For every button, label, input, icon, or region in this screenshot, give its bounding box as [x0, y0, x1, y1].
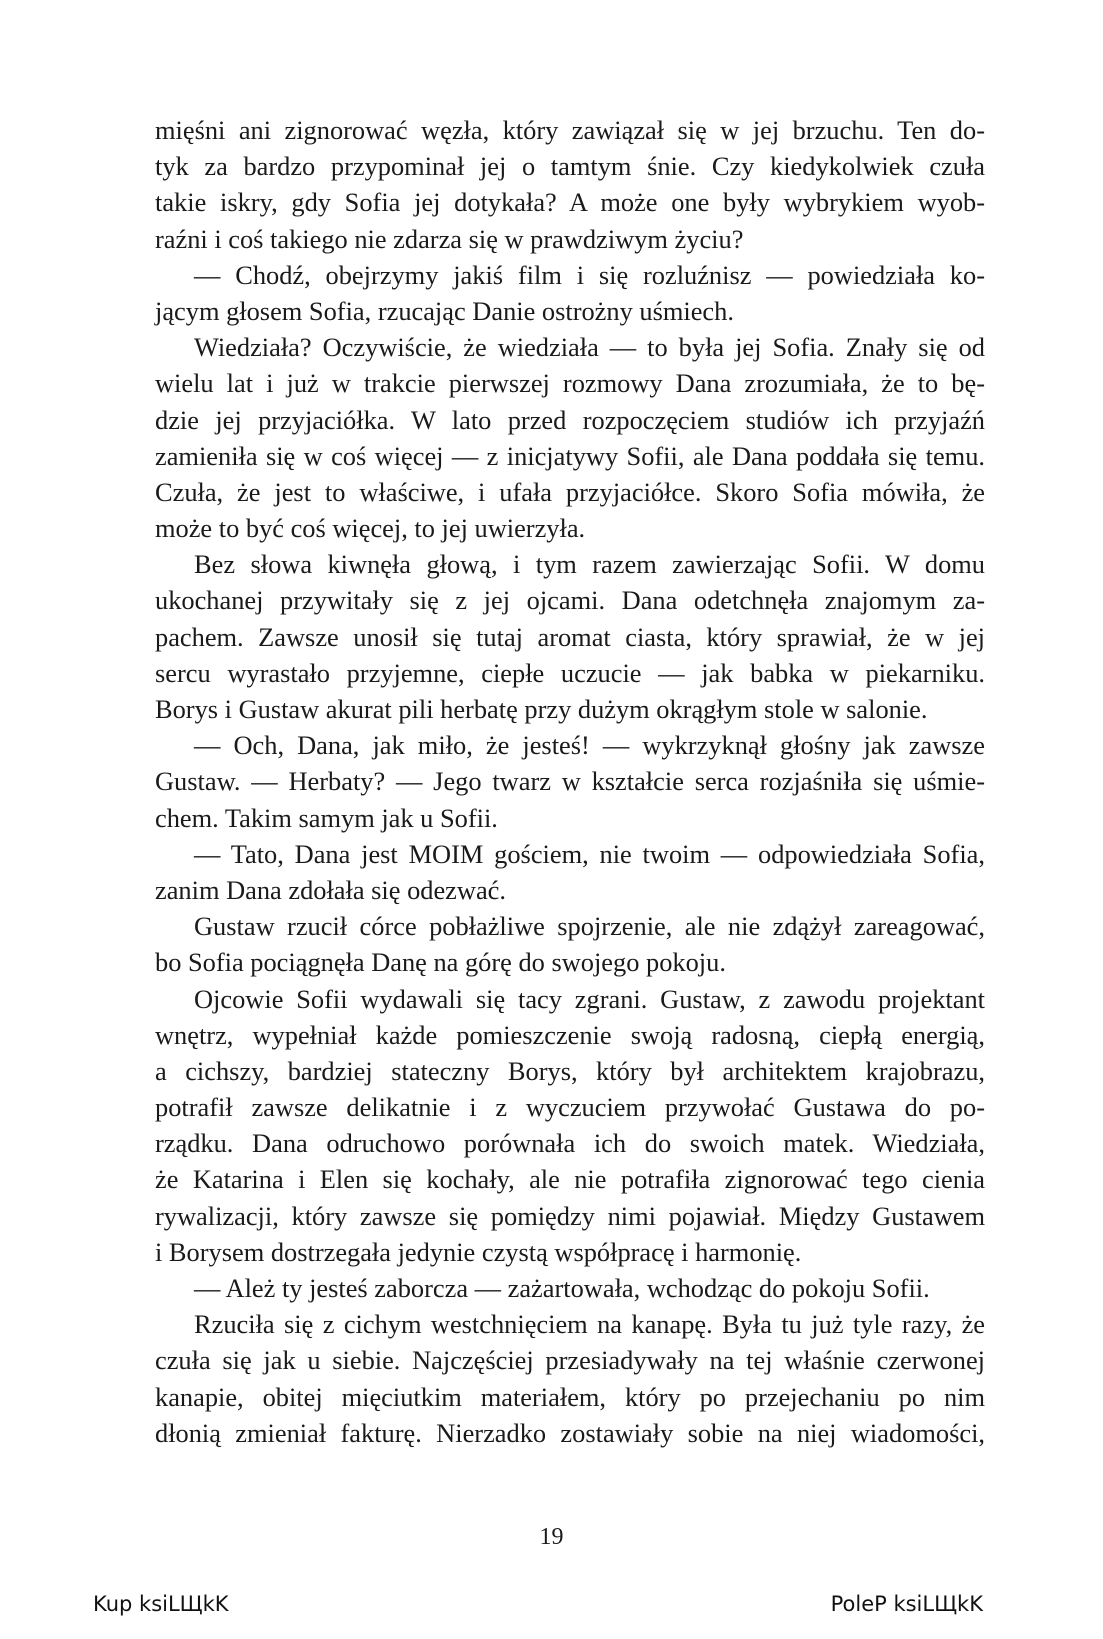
text-line: chem. Takim samym jak u Sofii. [155, 802, 498, 833]
text-line: — Och, Dana, jak miło, że jesteś! — wykrzyknął głośny jak zawsze [194, 730, 985, 761]
text-line: Ojcowie Sofii wydawali się tacy zgrani. Gustaw, z zawodu projektant [194, 983, 985, 1014]
text-line: a cichszy, bardziej stateczny Borys, który był architektem krajobrazu, [155, 1055, 985, 1086]
text-line: bo Sofia pociągnęła Danę na górę do swojego pokoju. [155, 947, 726, 978]
text-line: rywalizacji, który zawsze się pomiędzy nimi pojawiał. Między Gustawem [155, 1200, 985, 1231]
text-line: Bez słowa kiwnęła głową, i tym razem zawierzając Sofii. W domu [194, 549, 985, 580]
text-line: Rzuciła się z cichym westchnięciem na kanapę. Była tu już tyle razy, że [194, 1309, 985, 1340]
text-line: Wiedziała? Oczywiście, że wiedziała — to była jej Sofia. Znały się od [194, 332, 985, 363]
text-line: że Katarina i Elen się kochały, ale nie potrafiła zignorować tego cienia [155, 1164, 985, 1195]
text-line: takie iskry, gdy Sofia jej dotykała? A może one były wybrykiem wyob- [155, 187, 985, 218]
text-line: ukochanej przywitały się z jej ojcami. Dana odetchnęła znajomym za- [155, 585, 985, 616]
text-line: wielu lat i już w trakcie pierwszej rozmowy Dana zrozumiała, że to bę- [155, 368, 985, 399]
text-line: Borys i Gustaw akurat pili herbatę przy dużym okrągłym stole w salonie. [155, 694, 928, 724]
buy-book-link[interactable]: Kup ksiLЩkK [93, 1592, 229, 1616]
text-line: Czuła, że jest to właściwe, i ufała przyjaciółce. Skoro Sofia mówiła, że [155, 476, 985, 507]
text-line: — Chodź, obejrzymy jakiś film i się rozluźnisz — powiedziała ko- [194, 259, 985, 290]
text-line: tyk za bardzo przypominał jej o tamtym śnie. Czy kiedykolwiek czuła [155, 151, 985, 182]
text-line: mięśni ani zignorować węzła, który zawiązał się w jej brzuchu. Ten do- [155, 115, 985, 145]
text-line: czuła się jak u siebie. Najczęściej przesiadywały na tej właśnie czerwonej [155, 1345, 985, 1376]
text-line: rządku. Dana odruchowo porównała ich do swoich matek. Wiedziała, [155, 1128, 985, 1159]
page-number: 19 [539, 1524, 564, 1550]
text-line: potrafił zawsze delikatnie i z wyczuciem przywołać Gustawa do po- [155, 1092, 985, 1123]
text-line: Gustaw. — Herbaty? — Jego twarz w kształcie serca rozjaśniła się uśmie- [155, 766, 985, 797]
text-line: kanapie, obitej mięciutkim materiałem, który po przejechaniu po nim [155, 1381, 985, 1412]
text-line: — Tato, Dana jest MOIM gościem, nie twoim — odpowiedziała Sofia, [194, 838, 985, 869]
text-line: wnętrz, wypełniał każde pomieszczenie swoją radosną, ciepłą energią, [155, 1019, 985, 1050]
text-line: raźni i coś takiego nie zdarza się w prawdziwym życiu? [155, 223, 744, 254]
body-text [155, 112, 985, 1451]
text-line: zanim Dana zdołała się odezwać. [155, 874, 506, 905]
text-line: jącym głosem Sofia, rzucając Danie ostrożny uśmiech. [155, 295, 734, 326]
text-line: i Borysem dostrzegała jedynie czystą współpracę i harmonię. [155, 1236, 802, 1267]
text-line: — Ależ ty jesteś zaborcza — zażartowała, wchodząc do pokoju Sofii. [194, 1273, 930, 1303]
text-line: sercu wyrastało przyjemne, ciepłe uczucie — jak babka w piekarniku. [155, 657, 985, 688]
text-line: może to być coś więcej, to jej uwierzyła. [155, 513, 586, 544]
text-line: zamieniła się w coś więcej — z inicjatywy Sofii, ale Dana poddała się temu. [155, 440, 985, 471]
text-line: dzie jej przyjaciółka. W lato przed rozpoczęciem studiów ich przyjaźń [155, 404, 985, 435]
text-line: dłonią zmieniał fakturę. Nierzadko zostawiały sobie na niej wiadomości, [155, 1417, 985, 1448]
text-line: pachem. Zawsze unosił się tutaj aromat ciasta, który sprawiał, że w jej [155, 621, 985, 652]
text-line: Gustaw rzucił córce pobłażliwe spojrzenie, ale nie zdążył zareagować, [194, 911, 985, 942]
recommend-book-link[interactable]: PoleP ksiLЩkK [830, 1592, 983, 1616]
